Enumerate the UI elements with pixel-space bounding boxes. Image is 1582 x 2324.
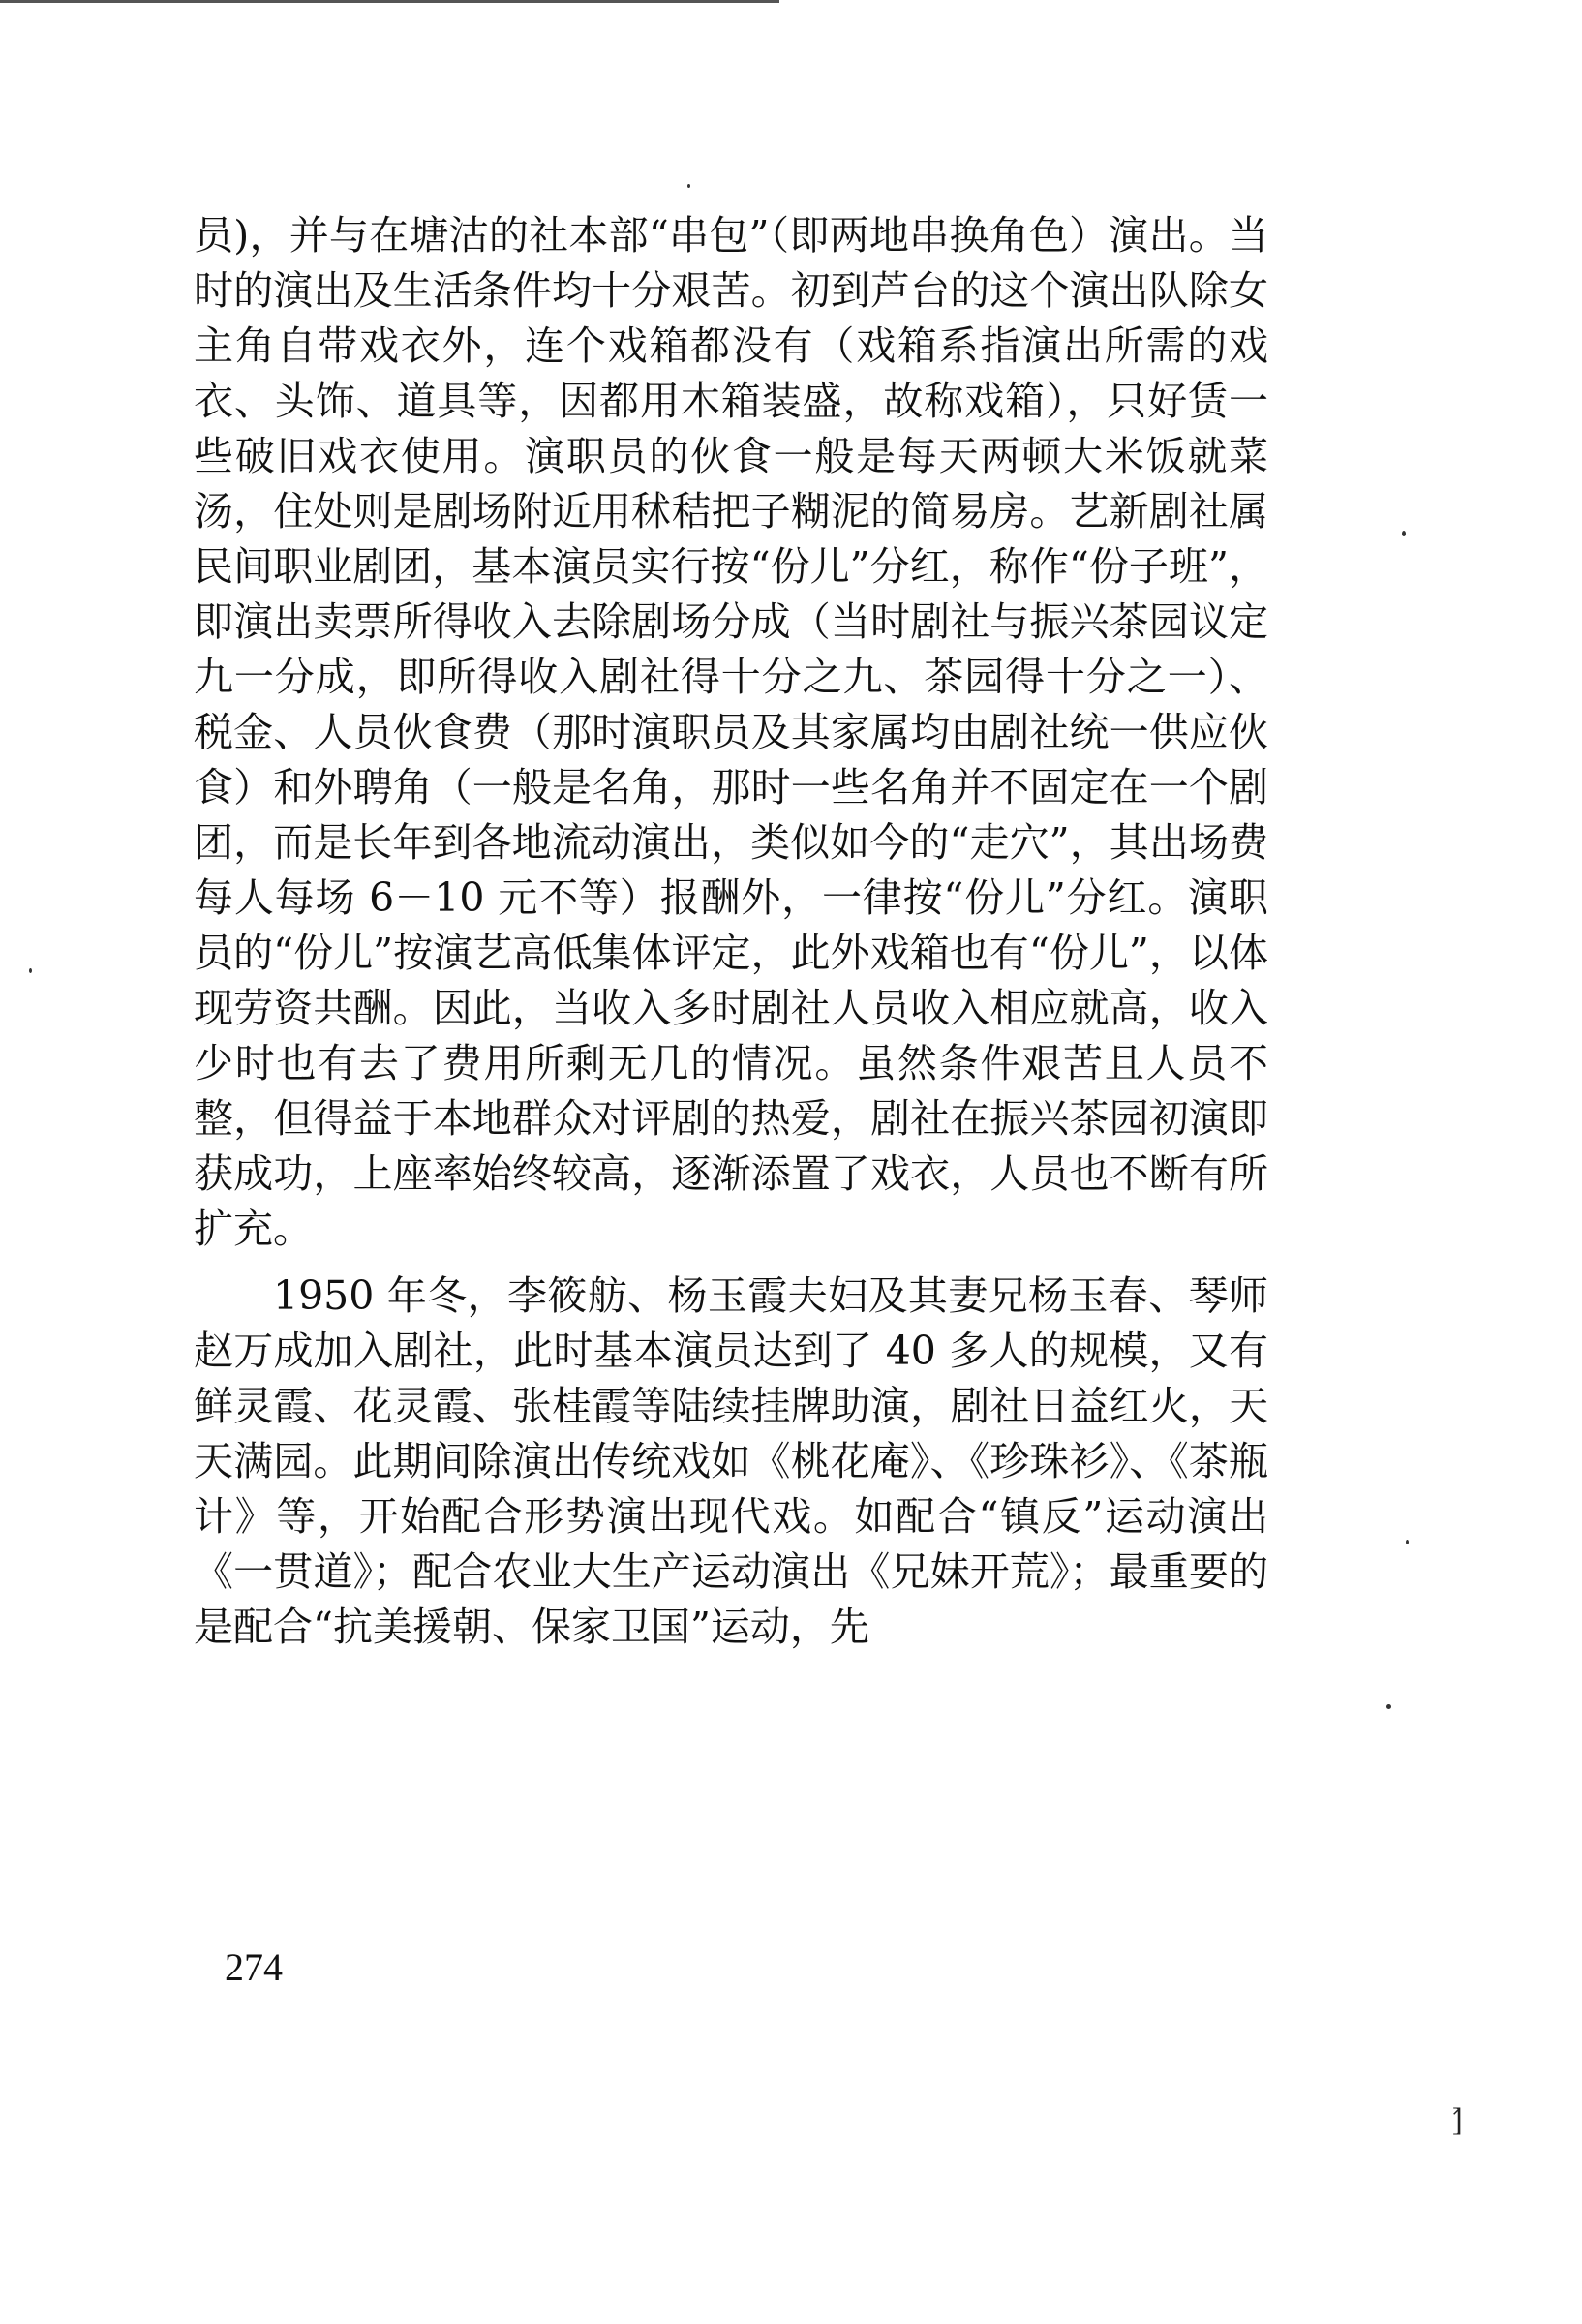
body-text (194, 208, 1268, 1667)
scan-edge-line (0, 0, 779, 3)
scan-speck (1386, 1704, 1391, 1709)
margin-mark-icon: ⦐ (1452, 2101, 1464, 2137)
scan-speck (1406, 1540, 1409, 1544)
page-number: 274 (225, 1945, 283, 1989)
paragraph-continued: 员)，并与在塘沽的社本部“串包”（即两地串换角色）演出。当时的演出及生活条件均十分艰苦。初到芦台的这个演出队除女主角自带戏衣外，连个戏箱都没有（戏箱系指演出所需的戏衣、头饰、道具等，因都用木箱装盛，故称戏箱），只好赁一些破旧戏衣使用。演职员的伙食一般是每天两顿大米饭就菜汤，住处则是剧场附近用秫秸把子糊泥的简易房。艺新剧社属民间职业剧团，基本演员实行按“份儿”分红，称作“份子班”，即演出卖票所得收入去除剧场分成（当时剧社与振兴茶园议定九一分成，即所得收入剧社得十分之九、茶园得十分之一）、税金、人员伙食费（那时演职员及其家属均由剧社统一供应伙食）和外聘角（一般是名角，那时一些名角并不固定在一个剧团，而是长年到各地流动演出，类似如今的“走穴”，其出场费每人每场 6－10 元不等）报酬外，一律按“份儿”分红。演职员的“份儿”按演艺高低集体评定，此外戏箱也有“份儿”，以体现劳资共酬。因此，当收入多时剧社人员收入相应就高，收入少时也有去了费用所剩无几的情况。虽然条件艰苦且人员不整，但得益于本地群众对评剧的热爱，剧社在振兴茶园初演即获成功，上座率始终较高，逐渐添置了戏衣，人员也不断有所扩充。 (194, 212, 1268, 1252)
scan-speck (1402, 531, 1406, 536)
scan-speck (29, 968, 32, 973)
scan-speck (687, 184, 690, 188)
paragraph-1950-winter: 1950 年冬，李筱舫、杨玉霞夫妇及其妻兄杨玉春、琴师赵万成加入剧社，此时基本演员达到了 40 多人的规模，又有鲜灵霞、花灵霞、张桂霞等陆续挂牌助演，剧社日益红火，天天满园。此期间除演出传统戏如《桃花庵》、《珍珠衫》、《茶瓶计》等，开始配合形势演出现代戏。如配合“镇反”运动演出《一贯道》；配合农业大生产运动演出《兄妹开荒》；最重要的是配合“抗美援朝、保家卫国”运动，先 (194, 1272, 1268, 1650)
